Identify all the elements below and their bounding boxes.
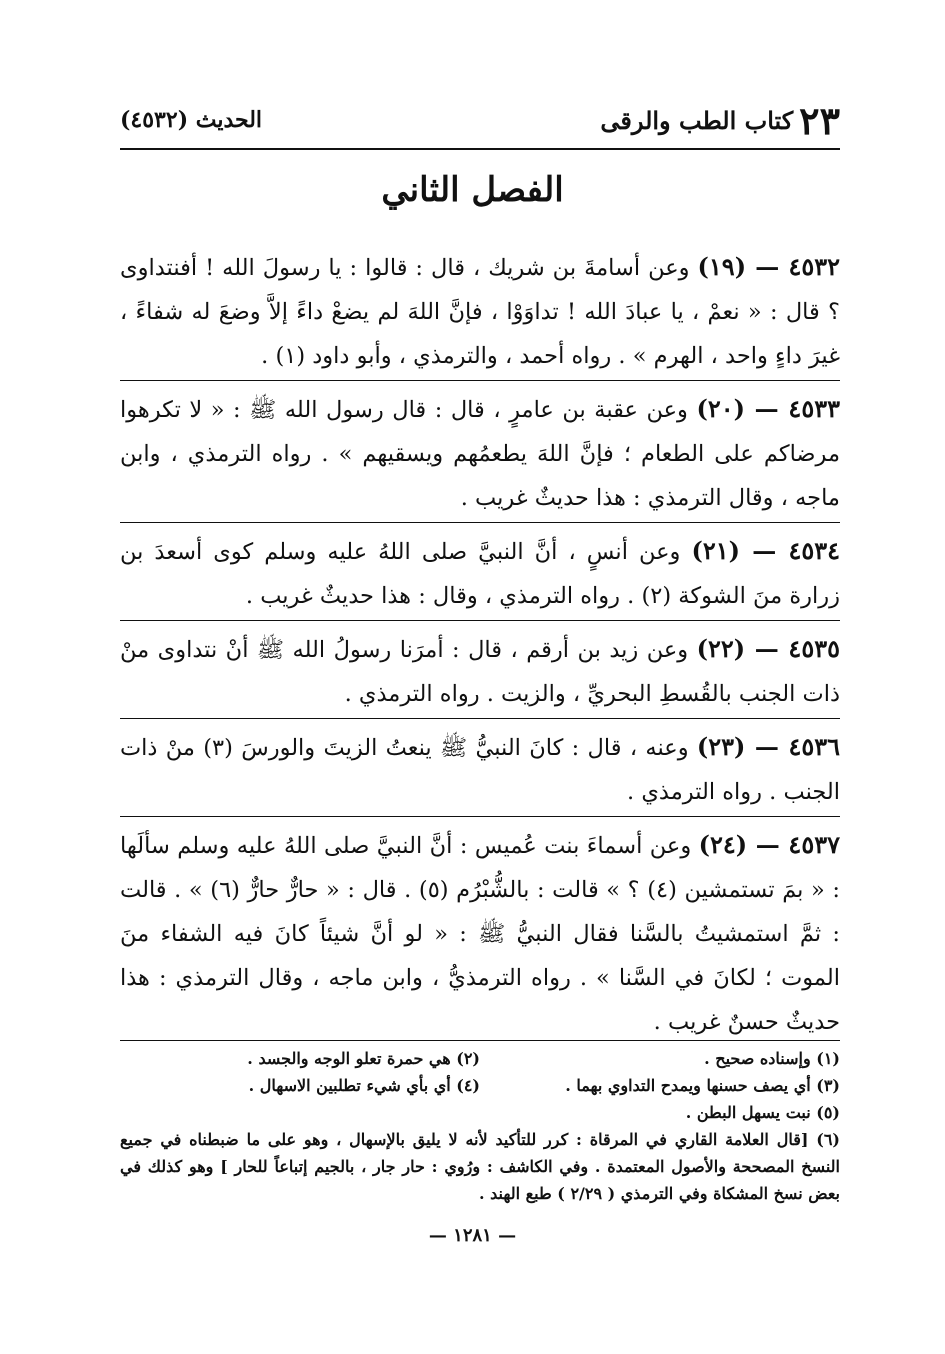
hadith-text: وعن أسامةَ بن شريك ، قال : قالوا : يا رسولَ الله ! أفنتداوى ؟ قال : « نعمْ ، يا عبادَ الله ! تداوَوْا ، فإنَّ اللهَ لم يضعْ داءً إلاَّ وضعَ له شفاءً ، غيرَ داءٍ واحد ، الهرم » . رواه أحمد ، والترمذي ، وأبو داود (١) . [120, 255, 840, 369]
hadith-number: ٤٥٣٤ — (٢١) [691, 536, 840, 565]
hadith-text: وعن زيد بن أرقم ، قال : أمرَنا رسولُ الله ﷺ أنْ نتداوى منْ ذات الجنب بالقُسطِ البحريِّ ، والزيت . رواه الترمذي . [120, 637, 840, 707]
hadith-text: وعنه ، قال : كانَ النبيُّ ﷺ ينعتُ الزيتَ والورسَ (٣) منْ ذات الجنب . رواه الترمذي . [120, 735, 840, 805]
hadith-reference: الحديث (٤٥٣٢) [120, 107, 263, 133]
footnote: (٤) أي بأي شيء تطلبين الاسهال . [248, 1076, 480, 1095]
hadith-entry [120, 380, 840, 520]
footnote: (٦) [قال العلامة القاري في المرقاة : كرر للتأكيد لأنه لا يليق بالإسهال ، وهو على ما ضبطناه في جميع النسخ المصححة والأصول المعتمدة . وفي الكاشف : ورُوي : حار جار ، بالجيم إتباعاً للحار ] وهو كذلك في بعض نسخ المشكاة وفي الترمذي ( ٢/٢٩ ) طبع الهند . [120, 1130, 840, 1203]
chapter-number: ٢٣ [799, 97, 840, 143]
hadith-number: ٤٥٣٣ — (٢٠) [696, 394, 840, 423]
chapter-title: كتاب الطب والرقى [600, 105, 794, 135]
footnote: (١) وإسناده صحيح . [704, 1049, 840, 1068]
page-number: — ١٢٨١ — [428, 1225, 517, 1246]
footnote-row [120, 1099, 840, 1126]
hadith-number: ٤٥٣٥ — (٢٢) [696, 634, 840, 663]
hadith-number: ٤٥٣٢ — (١٩) [697, 252, 840, 281]
chapter-heading [600, 98, 840, 143]
footnote: (٣) أي يصف حسنها ويمدح التداوي بهما . [565, 1076, 840, 1095]
hadith-entry [120, 522, 840, 618]
hadith-text: وعن عقبة بن عامرٍ ، قال : قال رسول الله ﷺ : « لا تكرهوا مرضاكم على الطعام ؛ فإنَّ اللهَ يطعمُهم ويسقيهم » . رواه الترمذي ، وابن ماجه ، وقال الترمذي : هذا حديثٌ غريب . [120, 397, 840, 511]
hadith-number: ٤٥٣٧ — (٢٤) [698, 830, 840, 859]
hadith-entry [120, 816, 840, 1044]
footnote-row [120, 1045, 840, 1072]
footnote: (٢) هي حمرة تعلو الوجه والجسد . [247, 1049, 480, 1068]
hadith-entry [120, 245, 840, 378]
hadith-text: وعن أنسٍ ، أنَّ النبيَّ صلى اللهُ عليه وسلم كوى أسعدَ بن زرارة منَ الشوكة (٢) . رواه الترمذي ، وقال : هذا حديثٌ غريب . [120, 539, 840, 609]
hadith-number: ٤٥٣٦ — (٢٣) [696, 732, 840, 761]
hadith-list [120, 245, 840, 1046]
hadith-text: وعن أسماءَ بنت عُميس : أنَّ النبيَّ صلى اللهُ عليه وسلم سألَها : « بمَ تستمشين (٤) ؟ » قالت : بالشُّبْرُم (٥) . قال : « حارٌّ حارٌّ (٦) » . قالت : ثمَّ استمشيتُ بالسَّنا فقال النبيُّ ﷺ : « لو أنَّ شيئاً كانَ فيه الشفاء منَ الموت ؛ لكانَ في السَّنا » . رواه الترمذيُّ ، وابن ماجه ، وقال الترمذي : هذا حديثٌ حسنٌ غريب . [120, 833, 840, 1035]
section-title: الفصل الثاني [381, 170, 564, 210]
footnote: (٥) نبت يسهل البطن . [685, 1103, 840, 1122]
footnotes [120, 1040, 840, 1207]
hadith-entry [120, 620, 840, 716]
hadith-entry [120, 718, 840, 814]
page-header [120, 92, 840, 150]
footnote-row [120, 1072, 840, 1099]
